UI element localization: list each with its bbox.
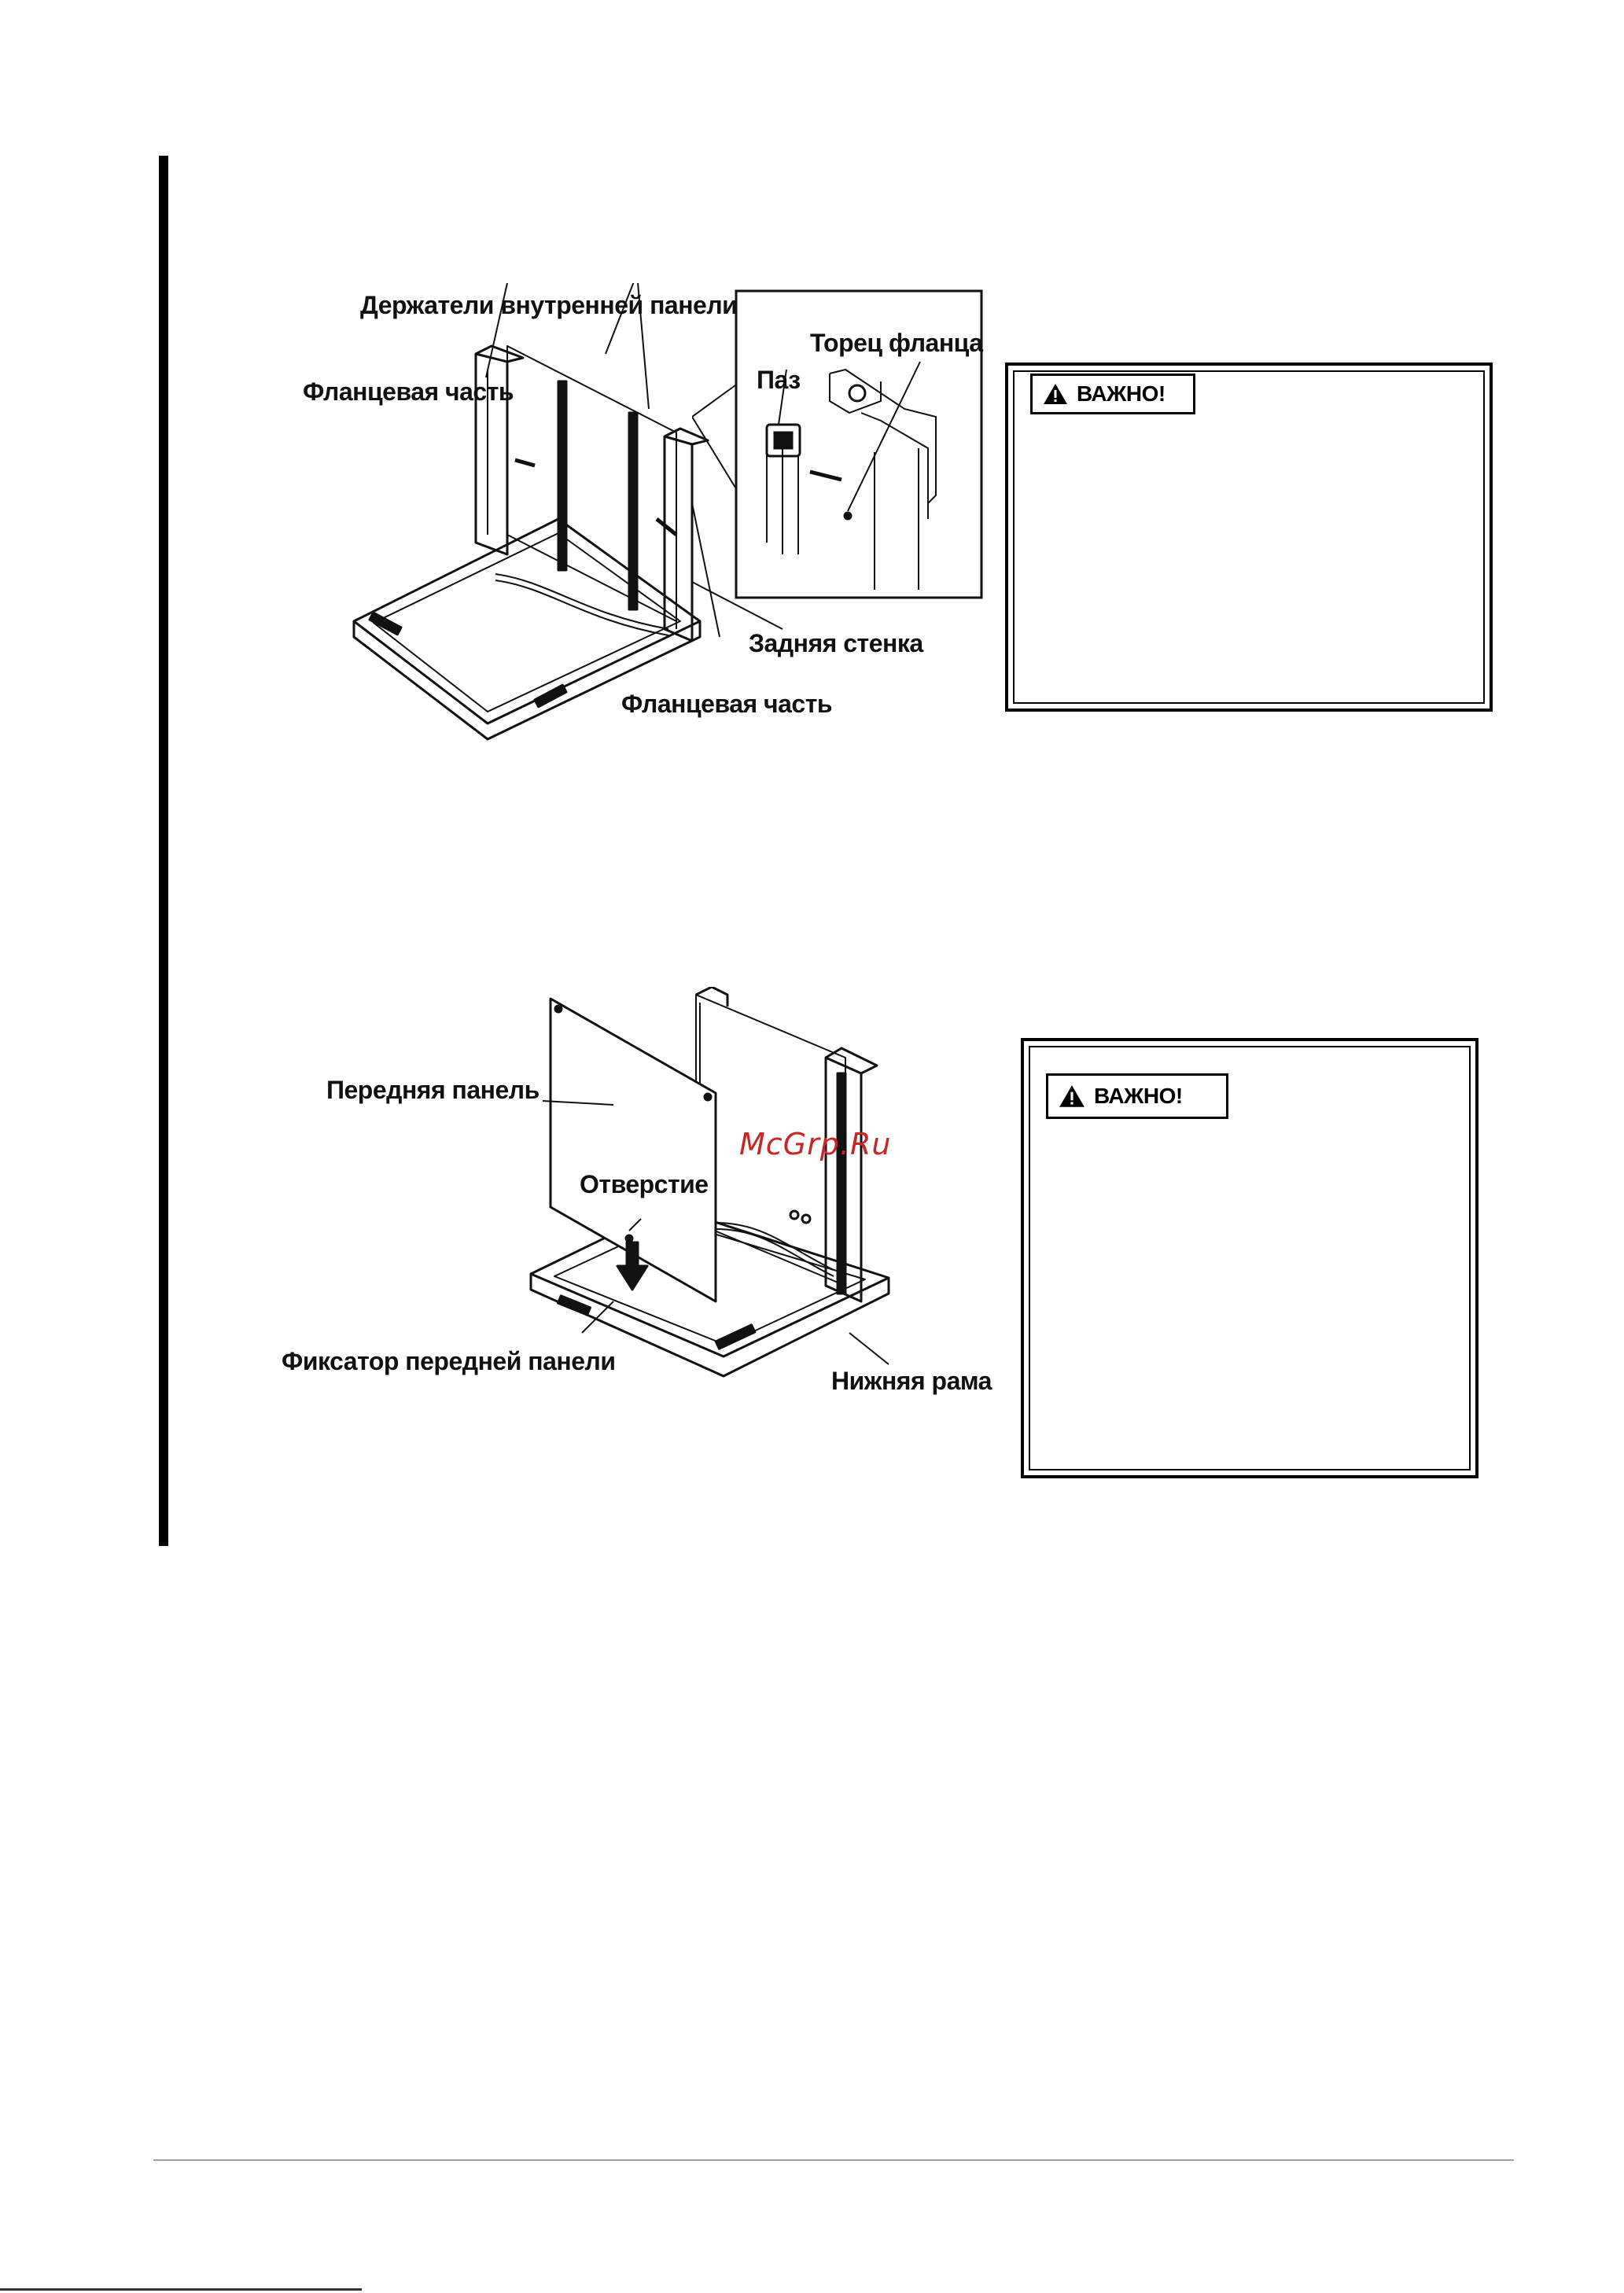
warning-box-1	[1005, 363, 1493, 712]
warning-label-2: ВАЖНО!	[1094, 1084, 1183, 1108]
label-groove: Паз	[757, 366, 801, 394]
warning-badge-2	[1046, 1073, 1228, 1119]
warning-triangle-icon	[1042, 382, 1069, 406]
label-front-panel-lock: Фиксатор передней панели	[282, 1347, 616, 1375]
label-hole: Отверстие	[580, 1170, 709, 1198]
label-flange-left: Фланцевая часть	[303, 377, 514, 406]
warning-label-1: ВАЖНО!	[1077, 381, 1166, 406]
warning-triangle-icon	[1058, 1084, 1086, 1109]
warning-badge-1	[1030, 374, 1195, 414]
label-flange-bottom: Фланцевая часть	[621, 690, 833, 718]
label-back-wall: Задняя стенка	[749, 629, 923, 657]
label-bottom-frame: Нижняя рама	[831, 1367, 992, 1395]
label-holders: Держатели внутренней панели	[360, 291, 738, 319]
bottom-edge-rule	[0, 2288, 362, 2291]
label-flange-end: Торец фланца	[810, 329, 983, 357]
label-front-panel: Передняя панель	[326, 1076, 539, 1104]
watermark: McGrp.Ru	[739, 1127, 892, 1161]
section-sidebar-bar	[159, 156, 168, 1546]
footer-rule	[153, 2159, 1514, 2161]
